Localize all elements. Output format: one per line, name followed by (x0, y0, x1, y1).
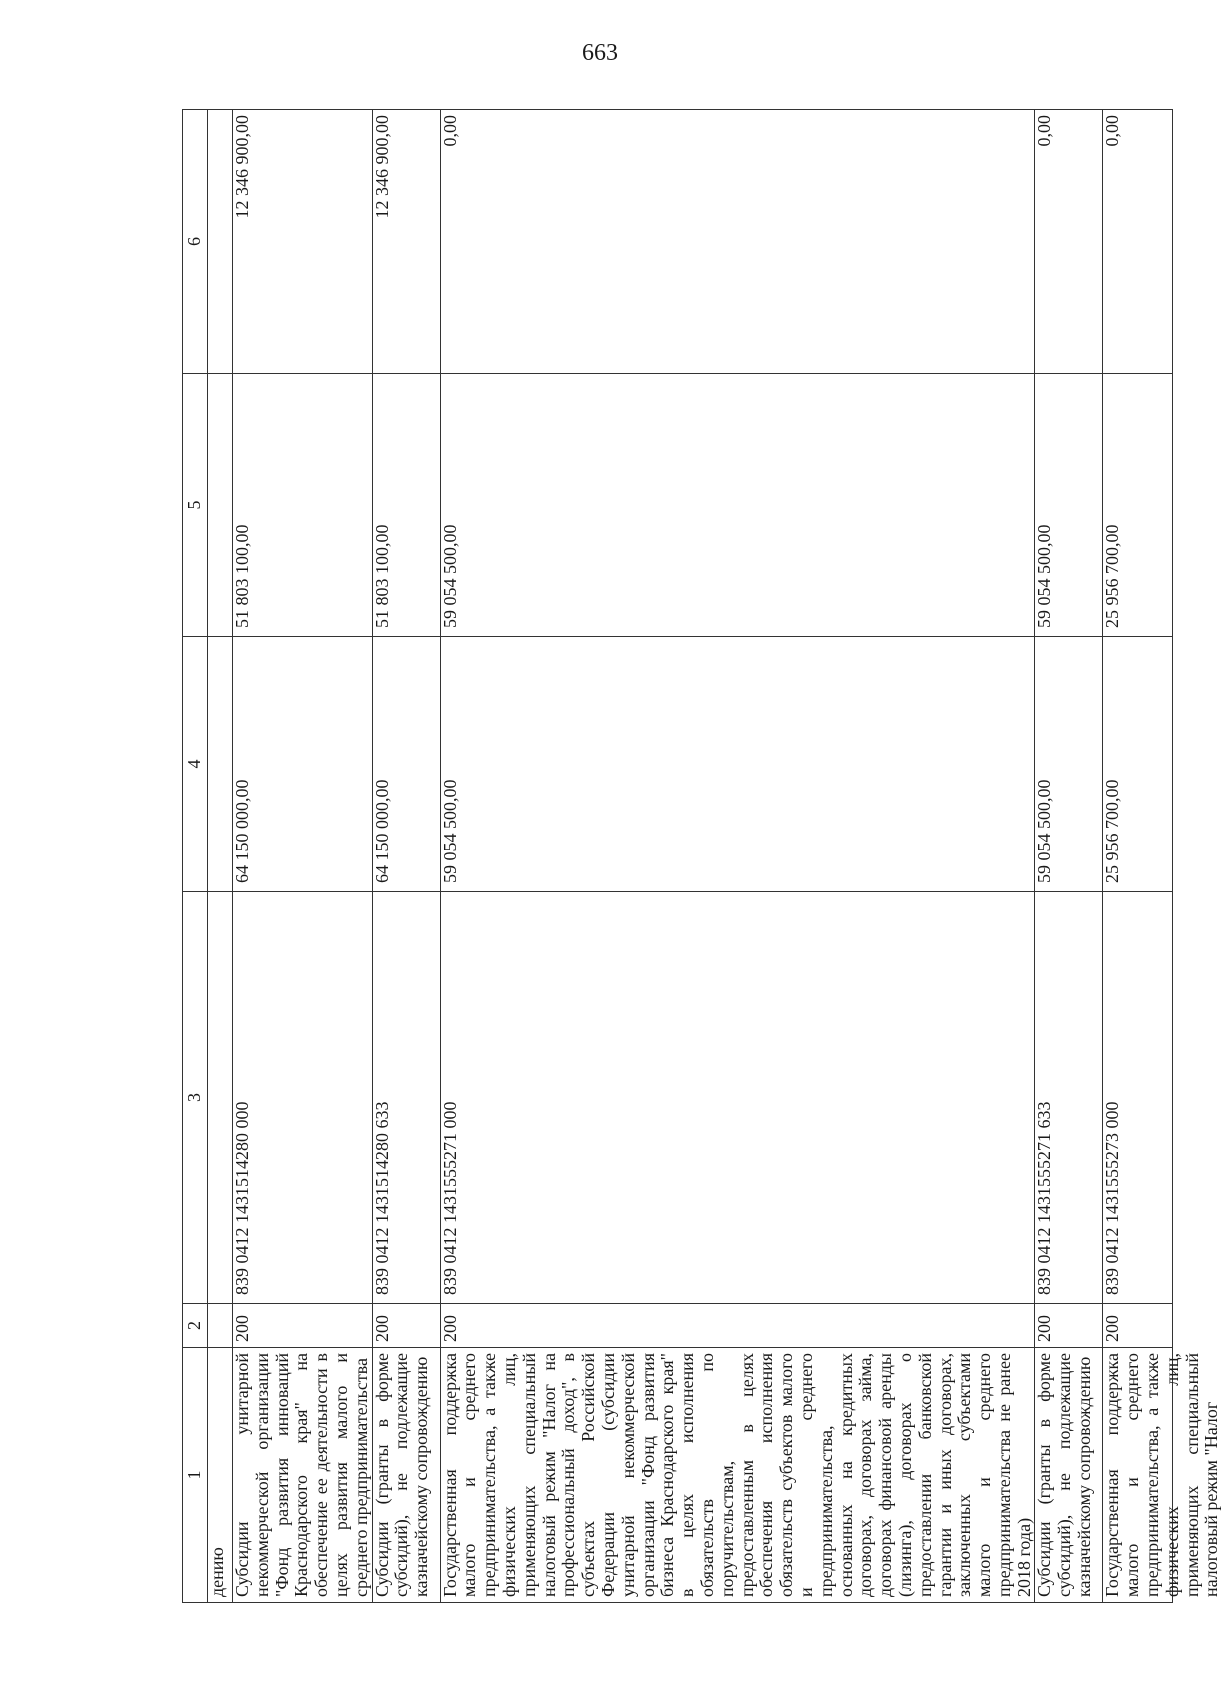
rotated-table-container (182, 110, 1222, 1603)
row-classification: 839 0412 1431514280 633 (372, 892, 440, 1304)
header-col-1: 1 (183, 1348, 208, 1603)
row-value-5: 59 054 500,00 (1035, 374, 1103, 637)
row-value-4: 59 054 500,00 (1035, 637, 1103, 892)
row-code: 200 (233, 1304, 373, 1348)
row-value-6: 12 346 900,00 (233, 110, 373, 374)
row-name: Субсидии унитарной некоммерческой организации "Фонд развития инноваций Краснодарского края" на обеспечение ее деятельности в целях развития малого и среднего предпринимательства (233, 1348, 373, 1603)
row-value-5: 51 803 100,00 (233, 374, 373, 637)
row-code: 200 (1035, 1304, 1103, 1348)
row-classification: 839 0412 1431555271 000 (440, 892, 1035, 1304)
row-code: 200 (372, 1304, 440, 1348)
table-row (1103, 110, 1173, 1603)
table-row (440, 110, 1035, 1603)
row-classification: 839 0412 1431555273 000 (1103, 892, 1173, 1304)
row-value-6: 0,00 (1103, 110, 1173, 374)
continued-text: дению (208, 1348, 233, 1603)
continuation-row (208, 110, 233, 1603)
row-name: Субсидии (гранты в форме субсидий), не подлежащие казначейскому сопровождению (372, 1348, 440, 1603)
page-number: 663 (582, 40, 618, 66)
row-value-4: 25 956 700,00 (1103, 637, 1173, 892)
row-name: Субсидии (гранты в форме субсидий), не подлежащие казначейскому сопровождению (1035, 1348, 1103, 1603)
row-value-4: 64 150 000,00 (233, 637, 373, 892)
header-col-6: 6 (183, 110, 208, 374)
row-name-text: Государственная поддержка малого и среднего предпринимательства, а также физических лиц, применяющих специальный налоговый режим "Налог (1102, 1353, 1222, 1597)
row-classification: 839 0412 1431555271 633 (1035, 892, 1103, 1304)
row-code: 200 (440, 1304, 1035, 1348)
table-row (1035, 110, 1103, 1603)
row-value-6: 0,00 (440, 110, 1035, 374)
table-row (233, 110, 373, 1603)
row-name: Государственная поддержка малого и среднего предпринимательства, а также физических лиц, применяющих специальный налоговый режим "Налог на профессиональный доход", в субъектах Российской Федерации (субсидии унитарной некоммерческой организации "Фонд развития бизнеса Краснодарского края" в целях исполнения обязательств по поручительствам, предоставленным в целях обеспечения исполнения обязательств субъектов малого и среднего предпринимательства, основанных на кредитных договорах, договорах займа, договорах финансовой аренды (лизинга), договорах о предоставлении банковской гарантии и иных договорах, заключенных субъектами малого и среднего предпринимательства не ранее 2018 года) (440, 1348, 1035, 1603)
row-value-4: 64 150 000,00 (372, 637, 440, 892)
header-col-4: 4 (183, 637, 208, 892)
row-value-5: 59 054 500,00 (440, 374, 1035, 637)
row-name (1102, 1348, 1222, 1603)
row-value-6: 0,00 (1035, 110, 1103, 374)
header-col-5: 5 (183, 374, 208, 637)
row-classification: 839 0412 1431514280 000 (233, 892, 373, 1304)
header-row (183, 110, 208, 1603)
header-col-3: 3 (183, 892, 208, 1304)
row-value-5: 51 803 100,00 (372, 374, 440, 637)
row-value-4: 59 054 500,00 (440, 637, 1035, 892)
table-row (372, 110, 440, 1603)
header-col-2: 2 (183, 1304, 208, 1348)
row-value-6: 12 346 900,00 (372, 110, 440, 374)
budget-table (182, 109, 1222, 1603)
row-value-5: 25 956 700,00 (1103, 374, 1173, 637)
row-code: 200 (1103, 1304, 1173, 1348)
